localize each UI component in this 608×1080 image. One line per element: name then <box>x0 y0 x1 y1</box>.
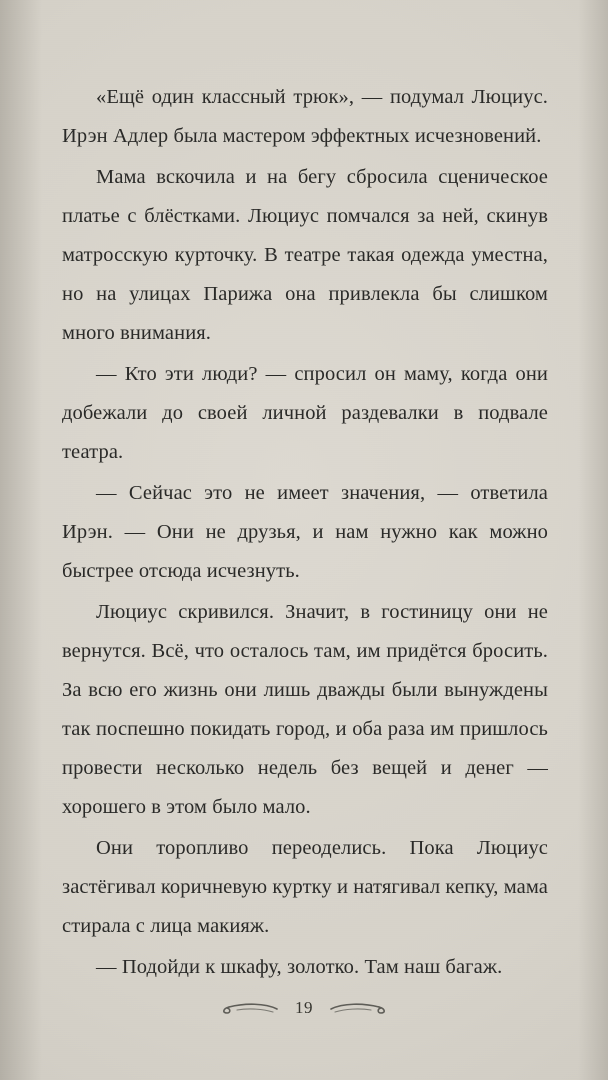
page-number: 19 <box>295 998 313 1017</box>
paragraph: Они торопливо переоделись. Пока Люциус застёгивал коричневую куртку и натягивал кепку, мама стирала с лица макияж. <box>62 837 548 937</box>
paragraph: Мама вскочила и на бегу сбросила сценическое платье с блёстками. Люциус помчался за ней, скинув матросскую курточку. В театре такая одежда уместна, но на улицах Парижа она привлекла бы слишком много внимания. <box>62 166 548 344</box>
paragraph: — Сейчас это не имеет значения, — ответила Ирэн. — Они не друзья, и нам нужно как можно быстрее отсюда исчезнуть. <box>62 482 548 582</box>
page-footer <box>0 998 608 1018</box>
paragraph: «Ещё один классный трюк», — подумал Люциус. Ирэн Адлер была мастером эффектных исчезновений. <box>62 86 548 147</box>
page-body-text <box>62 78 548 987</box>
paragraph: — Кто эти люди? — спросил он маму, когда они добежали до своей личной раздевалки в подвале театра. <box>62 363 548 463</box>
flourish-ornament-right <box>329 1000 389 1016</box>
paragraph: Люциус скривился. Значит, в гостиницу они не вернутся. Всё, что осталось там, им придётся бросить. За всю его жизнь они лишь дважды были вынуждены так поспешно покидать город, и оба раза им пришлось провести несколько недель без вещей и денег — хорошего в этом было мало. <box>62 601 548 818</box>
paragraph: — Подойди к шкафу, золотко. Там наш багаж. <box>96 956 503 978</box>
flourish-ornament-left <box>219 1000 279 1016</box>
